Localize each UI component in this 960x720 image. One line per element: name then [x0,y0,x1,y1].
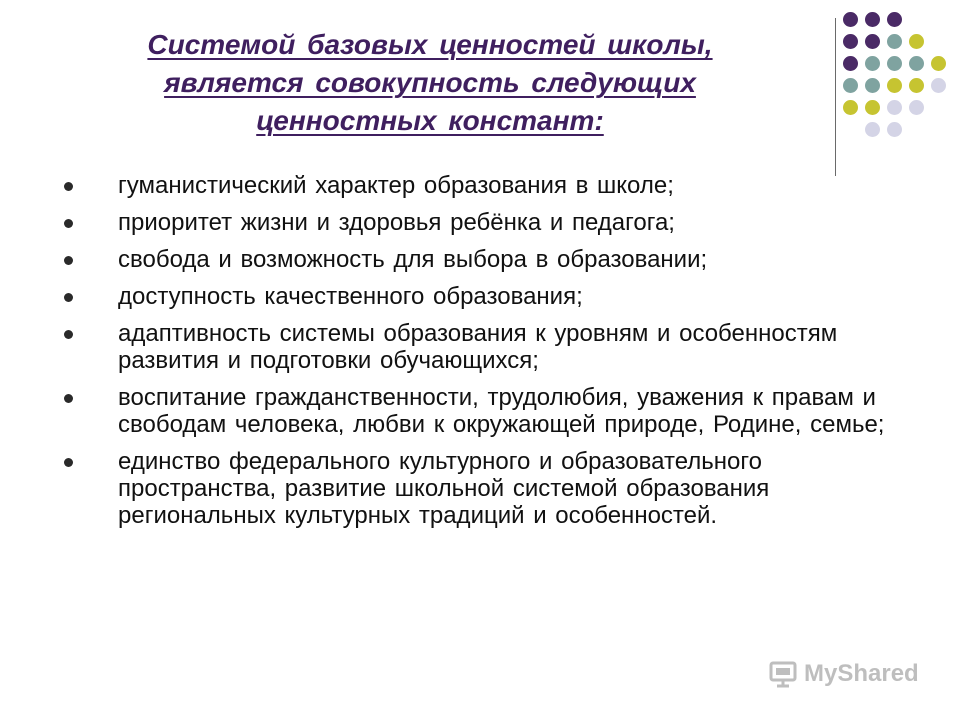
decorative-dot [909,56,924,71]
decorative-dot [887,34,902,49]
title-line-3: ценностных констант: [256,105,604,136]
bullet-icon [64,458,73,467]
decorative-dot [865,12,880,27]
decorative-dot-grid [843,12,943,162]
decorative-dot [887,12,902,27]
watermark-text: MyShared [804,660,919,687]
list-item: адаптивность системы образования к уровням и особенностям развития и подготовки обучающихся; [56,320,896,374]
decorative-dot [887,78,902,93]
decorative-dot [843,78,858,93]
decorative-dot [909,78,924,93]
decorative-dot [865,100,880,115]
bullet-icon [64,330,73,339]
projector-screen-icon [768,659,798,689]
watermark [768,656,919,692]
vertical-divider [835,18,836,176]
decorative-dot [843,12,858,27]
decorative-dot [887,56,902,71]
decorative-dot [865,56,880,71]
decorative-dot [887,122,902,137]
decorative-dot [909,34,924,49]
decorative-dot [865,34,880,49]
decorative-dot [909,100,924,115]
list-item: приоритет жизни и здоровья ребёнка и педагога; [56,209,896,236]
decorative-dot [887,100,902,115]
values-list [56,172,896,539]
slide-title [60,26,800,140]
decorative-dot [931,56,946,71]
list-item: единство федерального культурного и образовательного пространства, развитие школьной системой образования региональных культурных традиций и особенностей. [56,448,896,529]
list-item: свобода и возможность для выбора в образовании; [56,246,896,273]
title-line-2: является совокупность следующих [164,67,696,98]
bullet-icon [64,182,73,191]
bullet-icon [64,219,73,228]
bullet-icon [64,394,73,403]
decorative-dot [865,78,880,93]
decorative-dot [931,78,946,93]
list-item: воспитание гражданственности, трудолюбия, уважения к правам и свободам человека, любви к окружающей природе, Родине, семье; [56,384,896,438]
list-item: доступность качественного образования; [56,283,896,310]
bullet-icon [64,293,73,302]
title-line-1: Системой базовых ценностей школы, [147,29,713,60]
list-item: гуманистический характер образования в школе; [56,172,896,199]
decorative-dot [843,56,858,71]
decorative-dot [865,122,880,137]
decorative-dot [843,34,858,49]
bullet-icon [64,256,73,265]
decorative-dot [843,100,858,115]
